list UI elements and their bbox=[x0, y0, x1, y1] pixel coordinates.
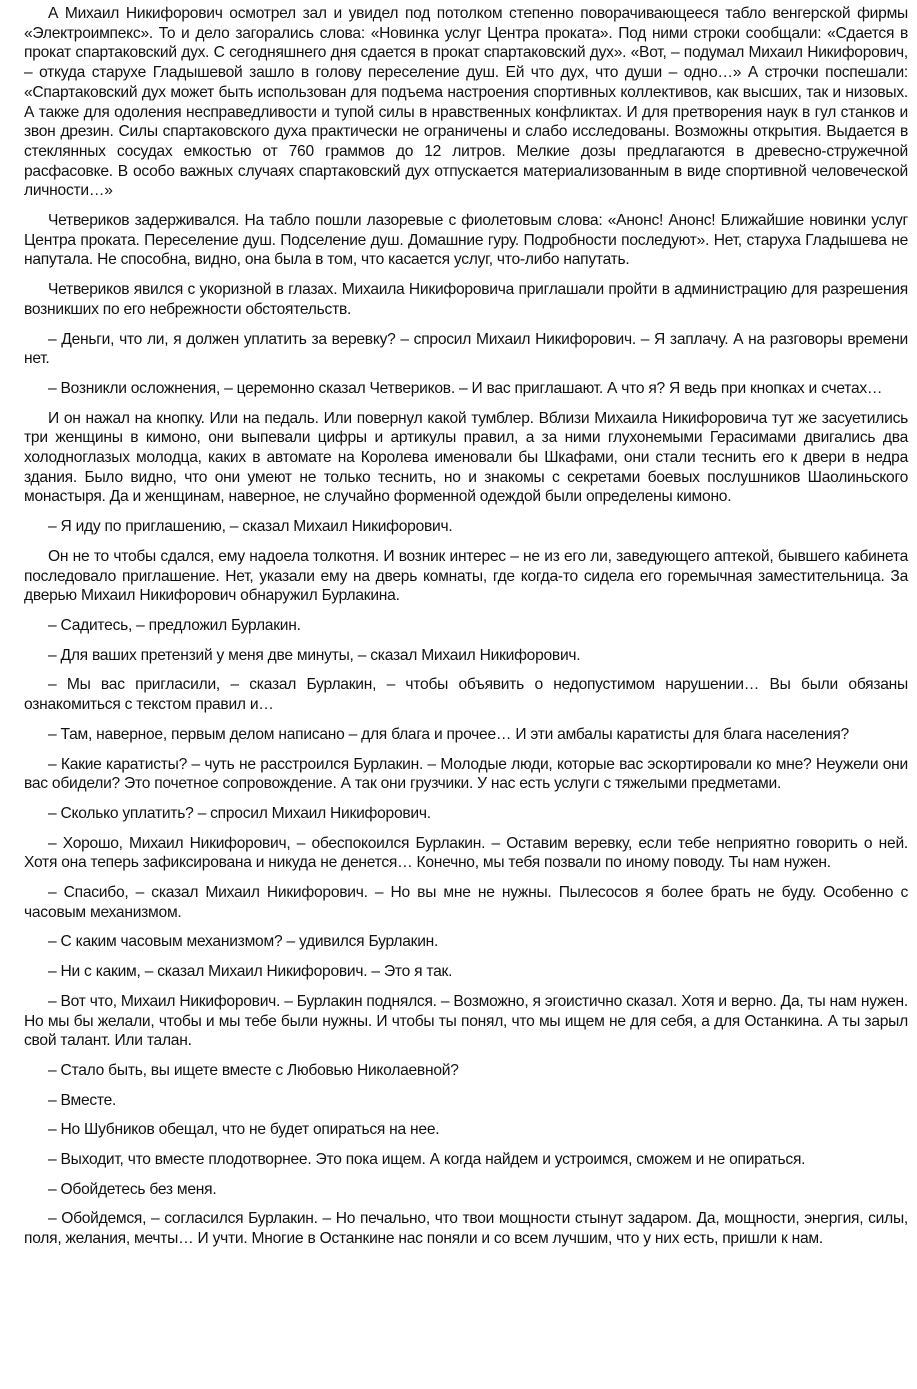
paragraph-kimono-women: И он нажал на кнопку. Или на педаль. Или повернул какой тумблер. Вблизи Михаила Никифоровича тут же засуетились три женщины в кимоно, они выпевали цифры и артикулы правил, а за ними глухонемыми Герасимами двигались два холодноглазых молодца, каких в автомате на Королева именовали бы Шкафами, они стали теснить его к двери в недра здания. Было видно, что они умеют не только теснить, но и знакомы с секретами боевых послушников Шаолиньского монастыря. Да и женщинам, наверное, не случайно форменной одеждой были определены кимоно. bbox=[24, 409, 908, 506]
dialogue-line: – Но Шубников обещал, что не будет опираться на нее. bbox=[48, 1121, 440, 1139]
dialogue-line: – Мы вас пригласили, – сказал Бурлакин, – чтобы объявить о недопустимом нарушении… Вы были обязаны ознакомиться с текстом правил и… bbox=[24, 676, 908, 714]
dialogue-line: – Хорошо, Михаил Никифорович, – обеспокоился Бурлакин. – Оставим веревку, если тебе неприятно говорить о ней. Хотя она теперь зафиксирована и никуда не денется… Конечно, мы тебя позвали по иному поводу. Ты нам нужен. bbox=[24, 834, 908, 872]
dialogue-line: – Возникли осложнения, – церемонно сказал Четвериков. – И вас приглашают. А что я? Я ведь при кнопках и счетах… bbox=[48, 379, 883, 397]
paragraph-chetverikov-delayed: Четвериков задерживался. На табло пошли лазоревые с фиолетовым слова: «Анонс! Анонс! Ближайшие новинки услуг Центра проката. Переселение душ. Подселение душ. Домашние гуру. Подробности последуют». Нет, старуха Гладышева не напутала. Не способна, видно, она была в том, что касается услуг, что-либо напутать. bbox=[24, 212, 908, 269]
dialogue-line: – Садитесь, – предложил Бурлакин. bbox=[48, 616, 301, 634]
dialogue-line: – С каким часовым механизмом? – удивился Бурлакин. bbox=[48, 933, 439, 951]
dialogue-line: – Стало быть, вы ищете вместе с Любовью Николаевной? bbox=[48, 1061, 459, 1079]
dialogue-line: – Я иду по приглашению, – сказал Михаил Никифорович. bbox=[48, 518, 453, 536]
dialogue-line: – Ни с каким, – сказал Михаил Никифорович. – Это я так. bbox=[48, 963, 453, 981]
dialogue-line: – Обойдемся, – согласился Бурлакин. – Но печально, что твои мощности стынут задаром. Да, мощности, энергия, силы, поля, желания, мечты… И учти. Многие в Останкине нас поняли и со всем лучшим, что у них есть, пришли к нам. bbox=[24, 1210, 908, 1248]
dialogue-line: – Вот что, Михаил Никифорович. – Бурлакин поднялся. – Возможно, я эгоистично сказал. Хотя и верно. Да, ты нам нужен. Но мы бы желали, чтобы и мы тебе были нужны. И чтобы ты понял, что мы ищем не для себя, а для Останкина. А ты зарыл свой талант. Или талан. bbox=[24, 992, 908, 1050]
dialogue-line: – Там, наверное, первым делом написано – для блага и прочее… И эти амбалы каратисты для блага населения? bbox=[48, 725, 849, 743]
dialogue-line: – Какие каратисты? – чуть не расстроился Бурлакин. – Молодые люди, которые вас эскортировали ко мне? Неужели они вас обидели? Это почетное сопровождение. А так они грузчики. У нас есть услуги с тяжелыми предметами. bbox=[24, 755, 908, 793]
dialogue-line: – Вместе. bbox=[48, 1091, 117, 1109]
dialogue-line: – Обойдетесь без меня. bbox=[48, 1180, 217, 1198]
dialogue-line: – Спасибо, – сказал Михаил Никифорович. – Но вы мне не нужны. Пылесосов я более брать не буду. Особенно с часовым механизмом. bbox=[24, 884, 908, 921]
dialogue-line: – Сколько уплатить? – спросил Михаил Никифорович. bbox=[48, 804, 431, 822]
dialogue-line: – Для ваших претензий у меня две минуты, – сказал Михаил Никифорович. bbox=[48, 646, 581, 664]
paragraph-tablo: А Михаил Никифорович осмотрел зал и увидел под потолком степенно поворачивающееся табло венгерской фирмы «Электроимпекс». То и дело загорались слова: «Новинка услуг Центра проката». Под ними строки сообщали: «Сдается в прокат спартаковский дух. С сегодняшнего дня сдается в прокат спартаковский дух». «Вот, – подумал Михаил Никифорович, – откуда старухе Гладышевой зашло в голову переселение душ. Ей что дух, что души – одно…» А строчки поспешали: «Спартаковский дух может быть использован для подъема настроения спортивных коллективов, как высших, так и низовых. А также для одоления несправедливости и тупой силы в нравственных конфликтах. И для претворения наук в гул станков и звон дрезин. Силы спартаковского духа практически не ограничены и слабо исследованы. Возможны открытия. Выдается в стеклянных сосудах емкостью от 760 граммов до 12 литров. Мелкие дозы предлагаются в древесно-стружечной расфасовке. В особо важных случаях спартаковский дух отпускается материализованным в виде спортивной человеческой личности…» bbox=[24, 5, 908, 200]
dialogue-line: – Выходит, что вместе плодотворнее. Это пока ищем. А когда найдем и устроимся, сможем и не опираться. bbox=[48, 1151, 806, 1169]
paragraph-burlakin-found: Он не то чтобы сдался, ему надоела толкотня. И возник интерес – не из его ли, заведующего аптекой, бывшего кабинета последовало приглашение. Нет, указали ему на дверь комнаты, где когда-то сидела его горемычная заместительница. За дверью Михаил Никифорович обнаружил Бурлакина. bbox=[24, 547, 908, 605]
dialogue-line: – Деньги, что ли, я должен уплатить за веревку? – спросил Михаил Никифорович. – Я заплачу. А на разговоры времени нет. bbox=[24, 330, 908, 368]
paragraph-chetverikov-arrived: Четвериков явился с укоризной в глазах. Михаила Никифоровича приглашали пройти в администрацию для разрешения возникших по его небрежности обстоятельств. bbox=[24, 281, 908, 318]
